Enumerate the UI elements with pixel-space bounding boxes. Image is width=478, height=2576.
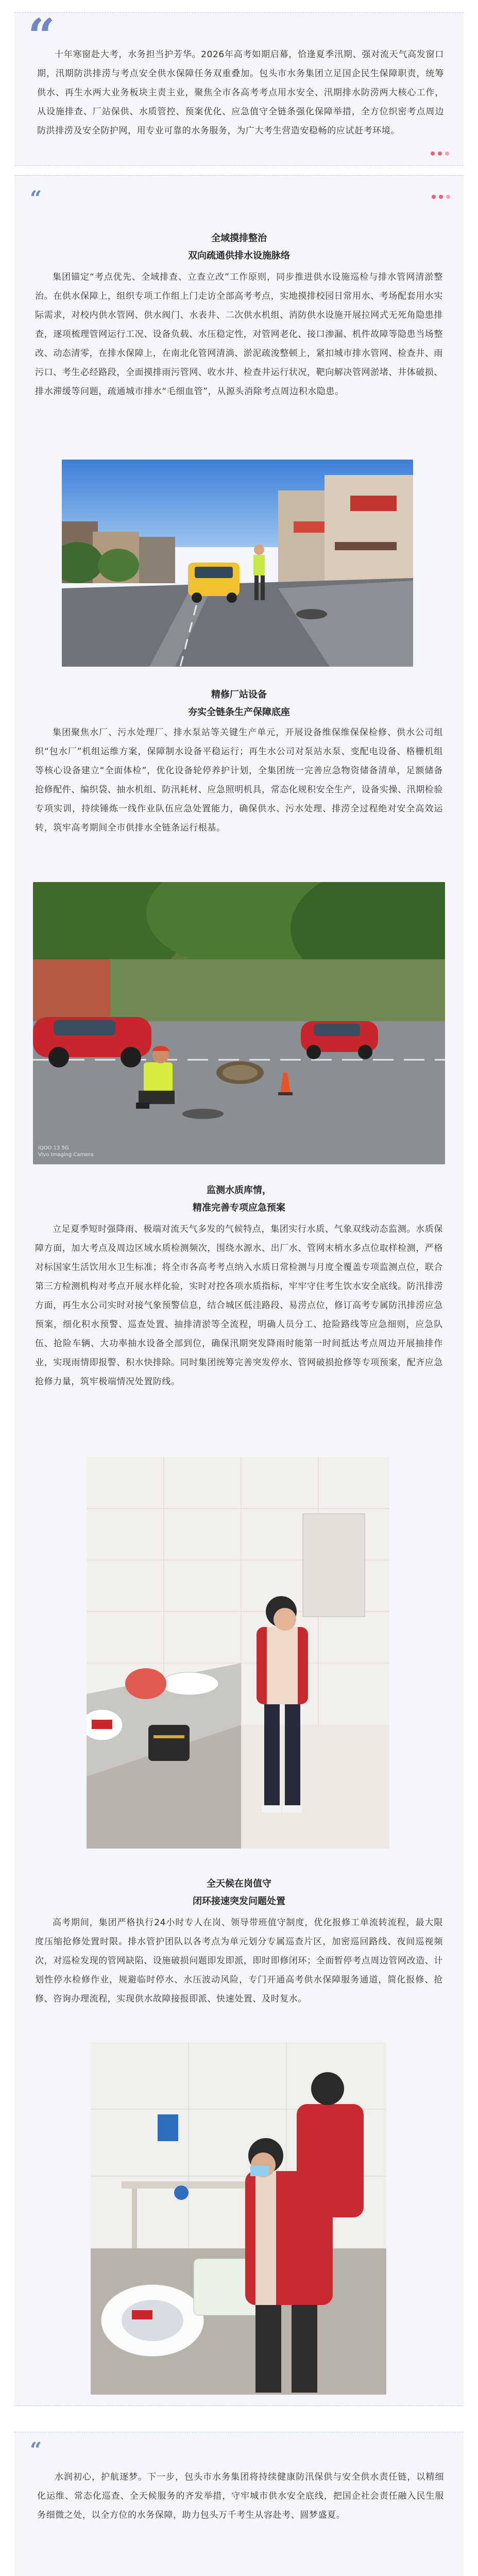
camera-watermark-line2: Vivo Imaging Camera bbox=[38, 1152, 94, 1158]
photo-water-sampling bbox=[87, 1457, 389, 1849]
open-quote-icon: “ bbox=[28, 8, 55, 64]
section-2-paragraph: 集团聚焦水厂、污水处理厂、排水泵站等关键生产单元，开展设备维保维保保检修、供水公司组织“包水厂”机组运维方案，保障制水设备平稳运行；再生水公司对泵站水泵、变配电设备、格栅机组等核心设备建立“全面体检”，优化设备轮停养护计划，全集团统一完善应急物资储备清单，足额储备抢修配件、编织袋、抽水机组、防汛耗材、应急照明机具，常态化规积安全生产，设备实操、汛期检验专项实训，持续锤炼一线作业队伍应急处置能力，确保供水、污水处理、排涝全过程绝对安全高效运转，筑牢高考期间全市供排水全链条运行根基。 bbox=[35, 727, 443, 833]
section-4-title-line1: 全天候在岗值守 bbox=[207, 1878, 271, 1889]
camera-watermark bbox=[38, 1145, 94, 1158]
section-3-title-line2: 精准完善专项应急预案 bbox=[193, 1202, 285, 1213]
section-1-title-line2: 双向疏通供排水设施脉络 bbox=[188, 250, 290, 261]
divider bbox=[14, 175, 464, 176]
section-1-paragraph: 集团锚定“考点优先、全域排查、立查立改”工作原则，同步推进供水设施巡检与排水管网清淤整治。在供水保障上，组织专项工作组上门走访全部高考考点，实地摸排校园日常用水、考场配套用水实际需求，对校内供水管网、供水阀门、水表井、二次供水机组、消防供水设施开展拉网式无死角隐患排查，逐项梳理管网运行工况、设备负载、水压稳定性，对管网老化、接口渗漏、机件故障等隐患当场整改、动态清零，在排水保障上，在南北化管网清淌、淤泥疏浚整顿上，紧扣城市排水管网、检查井、雨污口、考生必经路段，全面摸排雨污管网、收水井、检查井运行状况，靶向解决管网淤堵、井体破损、排水滞缓等问题，疏通城市排水“毛细血管”，从源头消除考点周边积水隐患。 bbox=[35, 272, 443, 397]
divider bbox=[14, 12, 464, 13]
section-1-title-line1: 全域摸排整治 bbox=[211, 233, 267, 244]
decorative-dots-icon bbox=[431, 151, 449, 156]
intro-paragraph: 十年寒窗赴大考，水务担当护芳华。2026年高考如期启幕，恰逢夏季汛期、强对流天气高发窗口期，汛期防洪排涝与考点安全供水保障任务双重叠加。包头市水务集团立足国企民生保障职责，统筹供水、再生水两大业务板块主责主业，聚焦全市各高考考点用水安全、汛期排水防涝两大核心工作，从设施排查、厂站保供、水质管控、预案优化、应急值守全链条强化保障举措，全方位织密考点周边防洪排涝及安全防护网，用专业可靠的水务服务，为广大考生营造安稳畅的应试赶考环境。 bbox=[37, 49, 444, 136]
photo-street-drain-inspection bbox=[62, 460, 413, 667]
section-3-title-line1: 监测水质库情， bbox=[207, 1185, 271, 1196]
section-2-title-line2: 夯实全链条生产保障底座 bbox=[188, 707, 290, 718]
divider bbox=[14, 165, 464, 166]
divider bbox=[14, 2405, 464, 2406]
open-quote-icon: “ bbox=[30, 2438, 42, 2462]
photo-pipe-maintenance bbox=[91, 2042, 386, 2395]
outro-paragraph: 水润初心，护航逐梦。下一步，包头市水务集团将持续健康防汛保供与安全供水责任链，以精细化运维、常态化巡查、全天候服务的齐发举措，守牢城市供水安全底线，把国企社会责任融入民生服务细微之处，以全方位的水务保障，助力包头万千考生从容赴考、圆梦盛夏。 bbox=[37, 2472, 444, 2520]
decorative-dots-icon bbox=[432, 195, 450, 199]
section-3-paragraph: 立足夏季短时强降雨、极端对流天气多发的气候特点，集团实行水质、气象双线动态监测。水质保障方面，加大考点及周边区域水质检测频次，围绕水源水、出厂水、管网末梢水多点位取样检测，严格对标国家生活饮用水卫生标准；将全市各高考考点纳入水质日常检测与月度全覆盖专项监测点位，联合第三方检测机构对考点开展水样化验，实时对控各项水质指标，牢牢守住考生饮水安全底线。防汛排涝方面，再生水公司实时对接气象预警信息，结合城区低洼路段、易涝点位，修订高考专属防汛排涝应急预案，细化积水预警、巡查处置、抽排清淤等全流程，明确人员分工、抢险路线等应急细则，应急队伍、抢险车辆、大功率抽水设备全部到位，确保汛期突发降雨时能第一时间抵达考点周边开展抽排作业，实现雨情即报警、积水快排除。同时集团统筹完善突发停水、管网破损抢修等专项预案，配齐应急抢修力量，筑牢极端情况处置防线。 bbox=[35, 1224, 443, 1387]
main-card bbox=[14, 175, 464, 2406]
section-2-title-line1: 精修厂站设备 bbox=[211, 689, 267, 700]
section-4-paragraph: 高考期间，集团严格执行24小时专人在岗、领导带班值守制度，优化报修工单流转流程，最大限度压缩抢修处置时限。排水管护团队以各考点为单元划分专属巡查片区，加密巡回路线、夜间巡视频次，对巡检发现的管网缺陷、设施破损问题即发即派，即时即修闭环；全面暂停考点周边管网改造、计划性停水检修作业，规避临时停水、水压波动风险，专门开通高考供水保障服务通道，简化报修、抢修、咨询办理流程，实现供水故障接报即派、快速处置、及时复水。 bbox=[35, 1918, 443, 2004]
camera-watermark-line1: iQOO 13 5G bbox=[38, 1145, 69, 1151]
intro-card bbox=[14, 8, 464, 166]
outro-card bbox=[14, 2432, 464, 2576]
photo-manhole-maintenance bbox=[33, 882, 445, 1164]
section-4-title-line2: 闭环接速突发问题处置 bbox=[193, 1896, 285, 1907]
open-quote-icon: “ bbox=[30, 187, 42, 211]
